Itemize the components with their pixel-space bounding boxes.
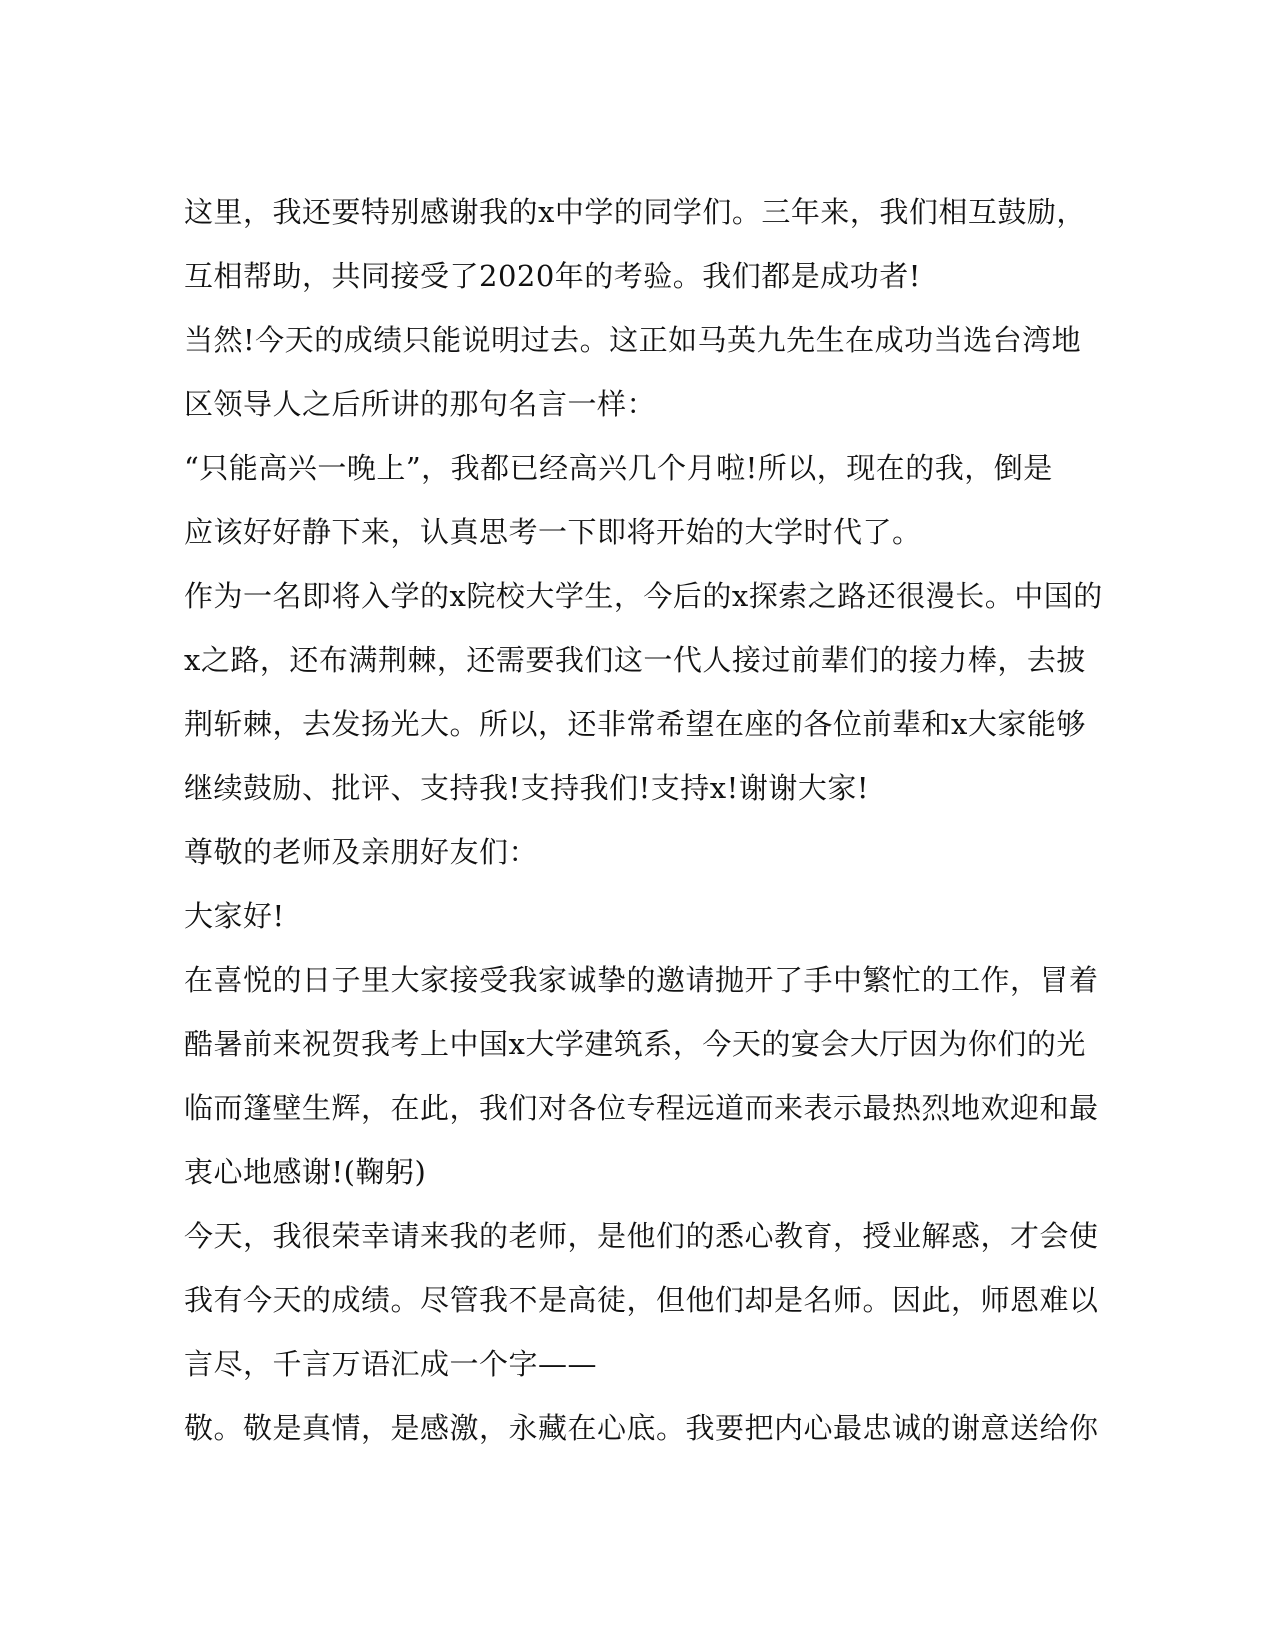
text-line: 大家好! <box>184 899 285 933</box>
text-line: 在喜悦的日子里大家接受我家诚挚的邀请抛开了手中繁忙的工作，冒着 <box>184 963 1099 997</box>
text-line: 继续鼓励、批评、支持我!支持我们!支持x!谢谢大家! <box>184 771 869 805</box>
text-line: 当然!今天的成绩只能说明过去。这正如马英九先生在成功当选台湾地 <box>184 323 1082 357</box>
text-line: 应该好好静下来，认真思考一下即将开始的大学时代了。 <box>184 515 922 549</box>
text-line: 尊敬的老师及亲朋好友们： <box>184 835 539 869</box>
text-line: 互相帮助，共同接受了2020年的考验。我们都是成功者! <box>184 259 921 293</box>
text-line: 区领导人之后所讲的那句名言一样： <box>184 387 657 421</box>
text-line: 敬。敬是真情，是感激，永藏在心底。我要把内心最忠诚的谢意送给你 <box>184 1411 1099 1445</box>
text-line: 言尽，千言万语汇成一个字—— <box>184 1347 598 1381</box>
text-line: 我有今天的成绩。尽管我不是高徒，但他们却是名师。因此，师恩难以 <box>184 1283 1099 1317</box>
text-line: 酷暑前来祝贺我考上中国x大学建筑系，今天的宴会大厅因为你们的光 <box>184 1027 1086 1061</box>
document-body <box>184 180 1104 1460</box>
text-line: 荆斩棘，去发扬光大。所以，还非常希望在座的各位前辈和x大家能够 <box>184 707 1086 741</box>
text-line: 临而篷壁生辉，在此，我们对各位专程远道而来表示最热烈地欢迎和最 <box>184 1091 1099 1125</box>
text-line: “只能高兴一晚上”，我都已经高兴几个月啦!所以，现在的我，倒是 <box>184 451 1053 485</box>
text-line: 衷心地感谢!(鞠躬) <box>184 1155 427 1189</box>
text-line: 作为一名即将入学的x院校大学生，今后的x探索之路还很漫长。中国的 <box>184 579 1103 613</box>
text-line: 今天，我很荣幸请来我的老师，是他们的悉心教育，授业解惑，才会使 <box>184 1219 1099 1253</box>
text-line: x之路，还布满荆棘，还需要我们这一代人接过前辈们的接力棒，去披 <box>184 643 1086 677</box>
text-line: 这里，我还要特别感谢我的x中学的同学们。三年来，我们相互鼓励， <box>184 195 1086 229</box>
